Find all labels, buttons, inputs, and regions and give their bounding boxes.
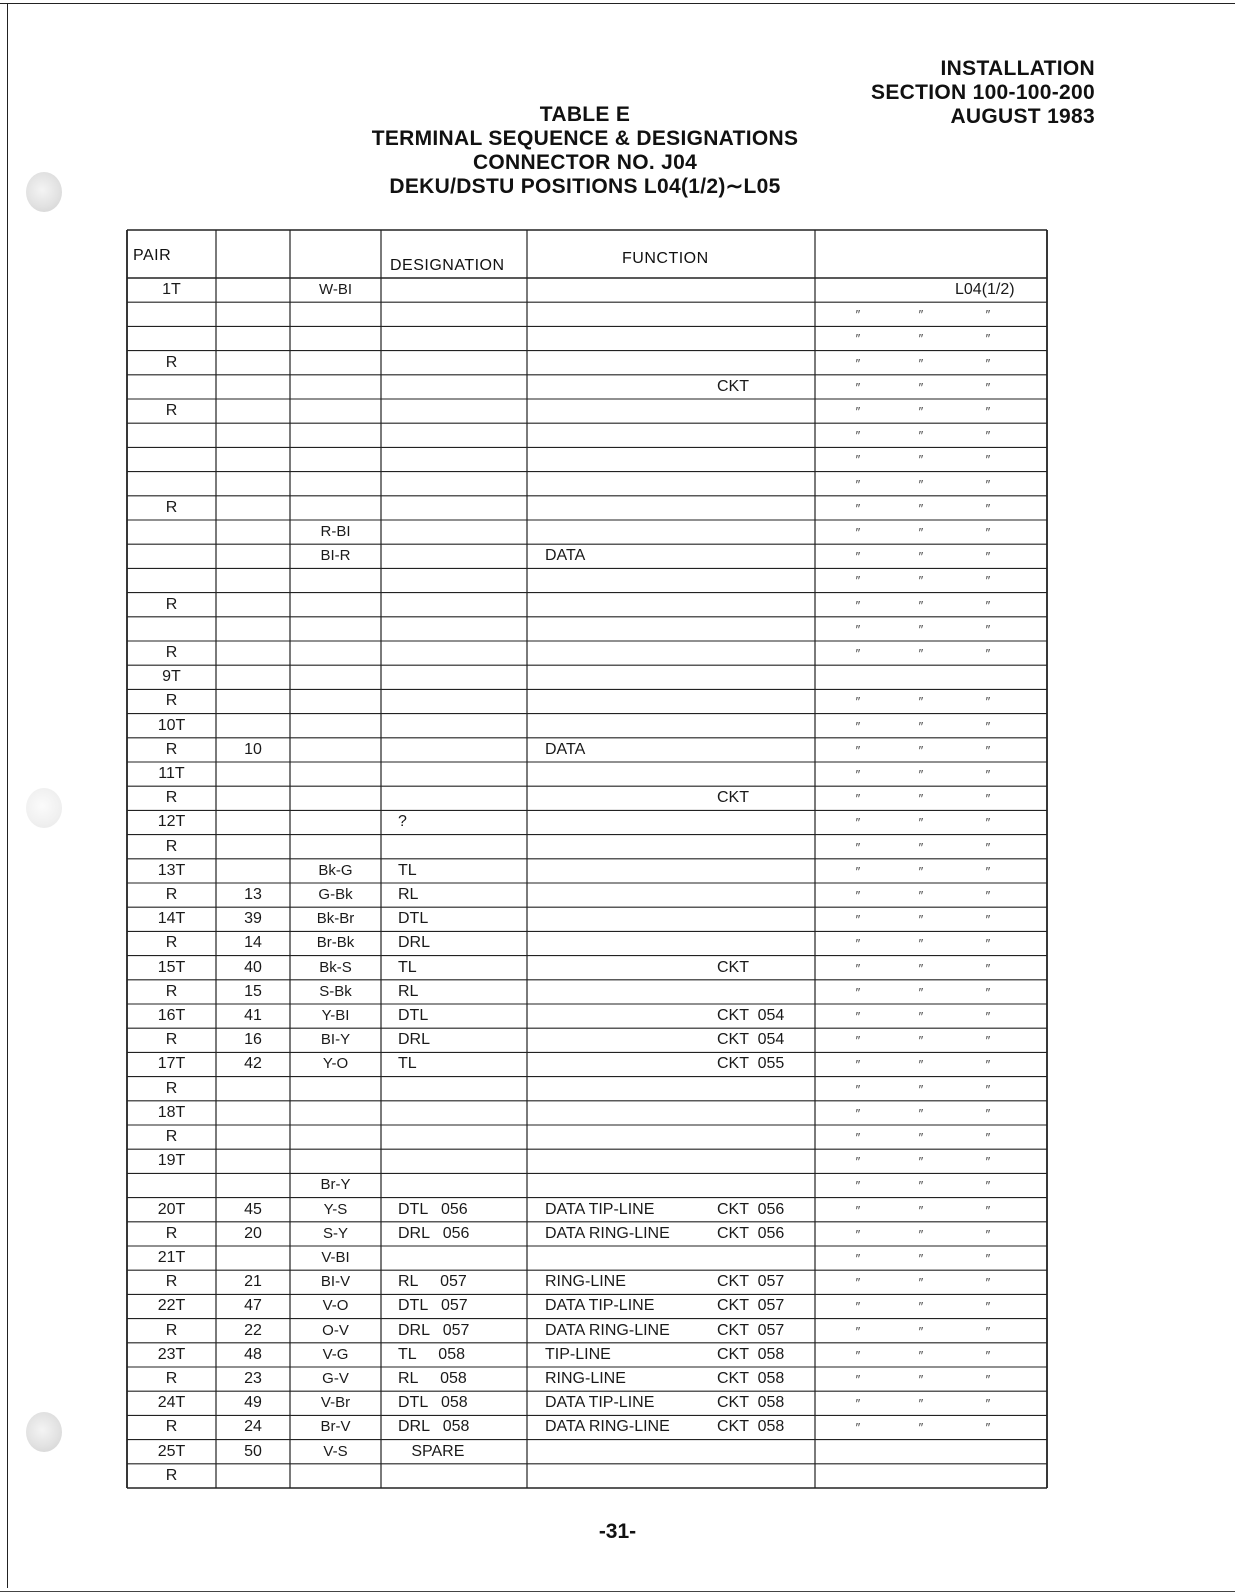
cell-pair: 24T [157, 1394, 186, 1412]
ditto-mark: ″ [985, 379, 991, 395]
ditto-mark: ″ [855, 404, 861, 419]
cell-color: S-Y [322, 1224, 348, 1242]
ditto-mark: ″ [855, 428, 861, 444]
cell-pin: 49 [244, 1394, 262, 1412]
ditto-mark: ″ [985, 1154, 991, 1170]
cell-designation: TL [398, 861, 417, 879]
ditto-mark: ″ [985, 549, 991, 565]
ditto-mark: ″ [918, 597, 924, 613]
cell-pair: 21T [157, 1249, 186, 1266]
cell-color: G-Bk [318, 886, 353, 903]
cell-color: Y-BI [321, 1007, 350, 1024]
cell-function: DATA RING-LINE [545, 1418, 670, 1436]
cell-function: DATA [545, 547, 586, 565]
cell-pair: R [165, 1273, 178, 1291]
ditto-mark: ″ [855, 863, 861, 879]
ditto-mark: ″ [985, 791, 991, 807]
cell-color: BI-Y [320, 1031, 351, 1049]
ditto-mark: ″ [855, 1154, 861, 1170]
cell-color: Br-V [320, 1418, 351, 1436]
cell-pin: 48 [244, 1345, 262, 1363]
ditto-mark: ″ [855, 379, 861, 395]
cell-pin: 10 [244, 740, 262, 758]
cell-ckt: CKT [717, 789, 749, 807]
cell-ckt: CKT 055 [717, 1055, 785, 1073]
cell-color: V-BI [321, 1249, 350, 1266]
ditto-mark: ″ [855, 694, 861, 710]
ditto-mark: ″ [985, 428, 991, 444]
ditto-mark: ″ [985, 1202, 991, 1218]
ditto-mark: ″ [918, 1009, 924, 1024]
ditto-mark: ″ [855, 549, 861, 565]
ditto-mark: ″ [918, 428, 924, 444]
title-line: TERMINAL SEQUENCE & DESIGNATIONS [371, 127, 799, 150]
ditto-mark: ″ [985, 1323, 991, 1339]
cell-designation: TL 058 [398, 1345, 465, 1363]
cell-designation: DTL 056 [398, 1200, 468, 1218]
cell-pair: 1T [162, 281, 181, 298]
ditto-mark: ″ [855, 791, 861, 807]
cell-color: W-BI [318, 281, 353, 298]
ditto-mark: ″ [855, 646, 861, 661]
cell-pin: 40 [244, 958, 262, 976]
ditto-mark: ″ [855, 452, 861, 468]
col-header-function: FUNCTION [622, 250, 709, 267]
cell-pair: R [165, 595, 178, 613]
ditto-mark: ″ [918, 1396, 924, 1412]
cell-color: O-V [322, 1321, 349, 1339]
page-number: -31- [598, 1520, 637, 1543]
cell-ckt: CKT 058 [717, 1418, 785, 1436]
ditto-mark: ″ [985, 912, 991, 928]
cell-pin: 22 [244, 1321, 262, 1339]
ditto-mark: ″ [855, 1081, 861, 1097]
ditto-mark: ″ [918, 1372, 924, 1387]
cell-designation: DRL 057 [398, 1321, 470, 1339]
cell-ckt: CKT 054 [717, 1031, 785, 1049]
ditto-mark: ″ [985, 694, 991, 710]
cell-designation: DRL 056 [398, 1224, 470, 1242]
ditto-mark: ″ [918, 1275, 924, 1291]
ditto-mark: ″ [985, 1396, 991, 1412]
ditto-mark: ″ [985, 573, 991, 589]
ditto-mark: ″ [855, 1347, 861, 1363]
ditto-mark: ″ [855, 742, 861, 758]
ditto-mark: ″ [985, 1009, 991, 1024]
ditto-mark: ″ [918, 694, 924, 710]
cell-pin: 24 [244, 1418, 262, 1436]
ditto-mark: ″ [985, 500, 991, 516]
section-line: INSTALLATION [940, 57, 1095, 80]
cell-pair: R [165, 1128, 178, 1145]
cell-pair: 23T [157, 1345, 186, 1363]
ditto-mark: ″ [918, 621, 924, 637]
ditto-mark: ″ [918, 767, 924, 782]
ditto-mark: ″ [985, 331, 991, 347]
ditto-mark: ″ [855, 1372, 861, 1387]
cell-pair: 15T [157, 958, 186, 976]
cell-color: V-G [322, 1345, 349, 1363]
cell-position: L04(1/2) [955, 281, 1015, 298]
cell-color: Bk-S [319, 958, 352, 976]
ditto-mark: ″ [985, 525, 991, 540]
cell-pair: 22T [157, 1297, 186, 1315]
ditto-mark: ″ [918, 355, 924, 371]
ditto-mark: ″ [985, 597, 991, 613]
cell-designation: SPARE [398, 1442, 465, 1460]
ditto-mark: ″ [985, 1299, 991, 1315]
cell-pin: 23 [244, 1370, 262, 1387]
ditto-mark: ″ [918, 984, 924, 1000]
cell-color: BI-V [320, 1273, 351, 1291]
cell-function: DATA RING-LINE [545, 1321, 670, 1339]
ditto-mark: ″ [918, 912, 924, 928]
ditto-mark: ″ [918, 839, 924, 855]
cell-function: DATA TIP-LINE [545, 1200, 655, 1218]
ditto-mark: ″ [918, 742, 924, 758]
ditto-mark: ″ [918, 452, 924, 468]
cell-function: DATA TIP-LINE [545, 1297, 655, 1315]
ditto-mark: ″ [985, 355, 991, 371]
ditto-mark: ″ [985, 1372, 991, 1387]
cell-color: Bk-Br [316, 910, 355, 928]
cell-color: Y-S [323, 1200, 348, 1218]
cell-color: V-S [323, 1442, 348, 1460]
ditto-mark: ″ [855, 1226, 861, 1242]
ditto-mark: ″ [985, 742, 991, 758]
col-header-pair: PAIR [133, 247, 172, 264]
title-line: DEKU/DSTU POSITIONS L04(1/2)∼L05 [389, 175, 781, 198]
cell-ckt: CKT 057 [717, 1321, 785, 1339]
ditto-mark: ″ [918, 815, 924, 831]
col-header-designation: DESIGNATION [390, 257, 505, 274]
cell-pair: R [165, 982, 178, 1000]
ditto-mark: ″ [918, 1323, 924, 1339]
cell-pair: R [165, 789, 178, 807]
ditto-mark: ″ [918, 1081, 924, 1097]
ditto-mark: ″ [855, 1033, 861, 1049]
ditto-mark: ″ [918, 476, 924, 492]
ditto-mark: ″ [855, 1420, 861, 1436]
cell-color: V-O [322, 1297, 349, 1315]
ditto-mark: ″ [918, 307, 924, 323]
ditto-mark: ″ [918, 1202, 924, 1218]
cell-pin: 21 [244, 1273, 262, 1291]
cell-pair: 9T [162, 668, 181, 686]
cell-pair: 25T [157, 1442, 186, 1460]
ditto-mark: ″ [985, 621, 991, 637]
cell-designation: TL [398, 1055, 417, 1073]
ditto-mark: ″ [918, 1105, 924, 1121]
ditto-mark: ″ [985, 1178, 991, 1194]
ditto-mark: ″ [985, 960, 991, 976]
ditto-mark: ″ [985, 1226, 991, 1242]
cell-pair: 13T [157, 861, 186, 879]
ditto-mark: ″ [985, 815, 991, 831]
ditto-mark: ″ [855, 912, 861, 928]
ditto-mark: ″ [855, 767, 861, 782]
ditto-mark: ″ [855, 331, 861, 347]
cell-designation: ? [398, 813, 407, 831]
ditto-mark: ″ [985, 1251, 991, 1266]
ditto-mark: ″ [855, 888, 861, 903]
cell-pair: R [165, 1418, 178, 1436]
cell-pair: R [165, 1031, 178, 1049]
cell-pair: R [165, 1370, 178, 1387]
cell-color: Bk-G [318, 861, 353, 879]
ditto-mark: ″ [855, 597, 861, 613]
ditto-mark: ″ [918, 791, 924, 807]
ditto-mark: ″ [918, 936, 924, 952]
cell-ckt: CKT 057 [717, 1273, 785, 1291]
ditto-mark: ″ [855, 1299, 861, 1315]
cell-pair: 11T [158, 765, 185, 782]
cell-designation: DTL 057 [398, 1297, 468, 1315]
cell-pair: R [165, 353, 178, 371]
ditto-mark: ″ [985, 767, 991, 782]
ditto-mark: ″ [855, 936, 861, 952]
ditto-mark: ″ [918, 331, 924, 347]
cell-color: Br-Y [320, 1176, 351, 1194]
cell-designation: RL [398, 886, 419, 903]
cell-pair: 17T [157, 1055, 186, 1073]
ditto-mark: ″ [985, 452, 991, 468]
cell-pair: R [165, 402, 178, 419]
ditto-mark: ″ [918, 1057, 924, 1073]
cell-pair: R [165, 692, 178, 710]
ditto-mark: ″ [855, 1057, 861, 1073]
cell-ckt: CKT 056 [717, 1224, 785, 1242]
cell-pair: R [165, 1321, 178, 1339]
ditto-mark: ″ [855, 1178, 861, 1194]
ditto-mark: ″ [918, 960, 924, 976]
cell-ckt: CKT 054 [717, 1007, 785, 1024]
cell-function: DATA [545, 740, 586, 758]
ditto-mark: ″ [855, 960, 861, 976]
cell-pair: 18T [157, 1103, 186, 1121]
cell-pin: 15 [244, 982, 262, 1000]
title-line: TABLE E [539, 103, 631, 126]
cell-designation: DTL 058 [398, 1394, 468, 1412]
cell-pair: R [165, 886, 178, 903]
ditto-mark: ″ [855, 621, 861, 637]
cell-ckt: CKT 058 [717, 1370, 785, 1387]
cell-designation: DRL 058 [398, 1418, 470, 1436]
ditto-mark: ″ [918, 1251, 924, 1266]
cell-pin: 41 [244, 1007, 262, 1024]
cell-pin: 47 [244, 1297, 262, 1315]
ditto-mark: ″ [985, 839, 991, 855]
cell-color: V-Br [320, 1394, 351, 1412]
cell-ckt: CKT 056 [717, 1200, 785, 1218]
ditto-mark: ″ [855, 1130, 861, 1145]
cell-color: R-BI [320, 523, 351, 540]
ditto-mark: ″ [985, 1081, 991, 1097]
cell-pair: R [165, 644, 178, 661]
ditto-mark: ″ [855, 815, 861, 831]
cell-color: S-Bk [319, 982, 352, 1000]
ditto-mark: ″ [855, 1251, 861, 1266]
title-line: CONNECTOR NO. J04 [472, 151, 698, 174]
ditto-mark: ″ [918, 500, 924, 516]
ditto-mark: ″ [918, 1226, 924, 1242]
cell-designation: RL 057 [398, 1273, 467, 1291]
ditto-mark: ″ [985, 888, 991, 903]
cell-pin: 50 [244, 1442, 262, 1460]
cell-pin: 16 [244, 1031, 262, 1049]
cell-color: Br-Bk [316, 934, 355, 952]
ditto-mark: ″ [985, 404, 991, 419]
ditto-mark: ″ [918, 1347, 924, 1363]
cell-pin: 45 [244, 1200, 262, 1218]
cell-pin: 42 [244, 1055, 262, 1073]
ditto-mark: ″ [918, 573, 924, 589]
cell-pair: R [165, 1079, 178, 1097]
ditto-mark: ″ [855, 1105, 861, 1121]
ditto-mark: ″ [918, 863, 924, 879]
ditto-mark: ″ [918, 1178, 924, 1194]
ditto-mark: ″ [855, 718, 861, 734]
ditto-mark: ″ [985, 307, 991, 323]
cell-pin: 39 [244, 910, 262, 928]
ditto-mark: ″ [918, 1033, 924, 1049]
cell-pair: R [165, 498, 178, 516]
ditto-mark: ″ [985, 984, 991, 1000]
cell-designation: DRL [398, 934, 431, 952]
ditto-mark: ″ [918, 646, 924, 661]
ditto-mark: ″ [985, 1057, 991, 1073]
cell-color: BI-R [320, 547, 351, 565]
cell-function: TIP-LINE [545, 1345, 611, 1363]
ditto-mark: ″ [855, 1202, 861, 1218]
ditto-mark: ″ [985, 1105, 991, 1121]
cell-function: DATA TIP-LINE [545, 1394, 655, 1412]
ditto-mark: ″ [918, 1420, 924, 1436]
cell-pair: 20T [157, 1200, 186, 1218]
ditto-mark: ″ [985, 936, 991, 952]
ditto-mark: ″ [918, 549, 924, 565]
ditto-mark: ″ [918, 379, 924, 395]
ditto-mark: ″ [985, 718, 991, 734]
cell-designation: RL 058 [398, 1370, 467, 1387]
cell-color: G-V [322, 1370, 349, 1387]
ditto-mark: ″ [855, 573, 861, 589]
section-line: AUGUST 1983 [950, 105, 1095, 128]
cell-pair: R [165, 934, 178, 952]
cell-pin: 14 [244, 934, 262, 952]
cell-ckt: CKT 057 [717, 1297, 785, 1315]
cell-pin: 20 [244, 1224, 262, 1242]
cell-pair: R [165, 837, 178, 855]
cell-pair: 16T [157, 1007, 186, 1024]
ditto-mark: ″ [918, 525, 924, 540]
cell-ckt: CKT 058 [717, 1394, 785, 1412]
cell-designation: DTL [398, 1007, 429, 1024]
cell-pair: 14T [157, 910, 186, 928]
ditto-mark: ″ [855, 355, 861, 371]
cell-designation: RL [398, 982, 419, 1000]
ditto-mark: ″ [918, 1154, 924, 1170]
section-line: SECTION 100-100-200 [871, 81, 1095, 104]
ditto-mark: ″ [855, 839, 861, 855]
cell-function: RING-LINE [545, 1273, 626, 1291]
ditto-mark: ″ [855, 1009, 861, 1024]
ditto-mark: ″ [985, 863, 991, 879]
cell-ckt: CKT [717, 958, 749, 976]
ditto-mark: ″ [985, 1130, 991, 1145]
cell-function: RING-LINE [545, 1370, 626, 1387]
ditto-mark: ″ [855, 984, 861, 1000]
cell-pair: 10T [157, 716, 186, 734]
ditto-mark: ″ [855, 476, 861, 492]
cell-function: DATA RING-LINE [545, 1224, 670, 1242]
ditto-mark: ″ [855, 1275, 861, 1291]
ditto-mark: ″ [918, 718, 924, 734]
ditto-mark: ″ [855, 1323, 861, 1339]
ditto-mark: ″ [985, 646, 991, 661]
ditto-mark: ″ [918, 1130, 924, 1145]
cell-designation: DTL [398, 910, 429, 928]
ditto-mark: ″ [985, 1347, 991, 1363]
cell-ckt: CKT [717, 377, 749, 395]
ditto-mark: ″ [985, 476, 991, 492]
cell-pair: R [165, 740, 178, 758]
cell-pair: R [165, 1466, 178, 1484]
ditto-mark: ″ [918, 888, 924, 903]
ditto-mark: ″ [918, 404, 924, 419]
ditto-mark: ″ [985, 1275, 991, 1291]
cell-color: Y-O [322, 1055, 349, 1073]
ditto-mark: ″ [855, 525, 861, 540]
ditto-mark: ″ [855, 307, 861, 323]
cell-designation: DRL [398, 1031, 431, 1049]
cell-pin: 13 [244, 886, 262, 903]
cell-designation: TL [398, 958, 417, 976]
ditto-mark: ″ [855, 1396, 861, 1412]
cell-pair: 12T [157, 813, 186, 831]
cell-pair: R [165, 1224, 178, 1242]
cell-ckt: CKT 058 [717, 1345, 785, 1363]
ditto-mark: ″ [985, 1420, 991, 1436]
ditto-mark: ″ [918, 1299, 924, 1315]
ditto-mark: ″ [855, 500, 861, 516]
cell-pair: 19T [157, 1152, 186, 1170]
ditto-mark: ″ [985, 1033, 991, 1049]
